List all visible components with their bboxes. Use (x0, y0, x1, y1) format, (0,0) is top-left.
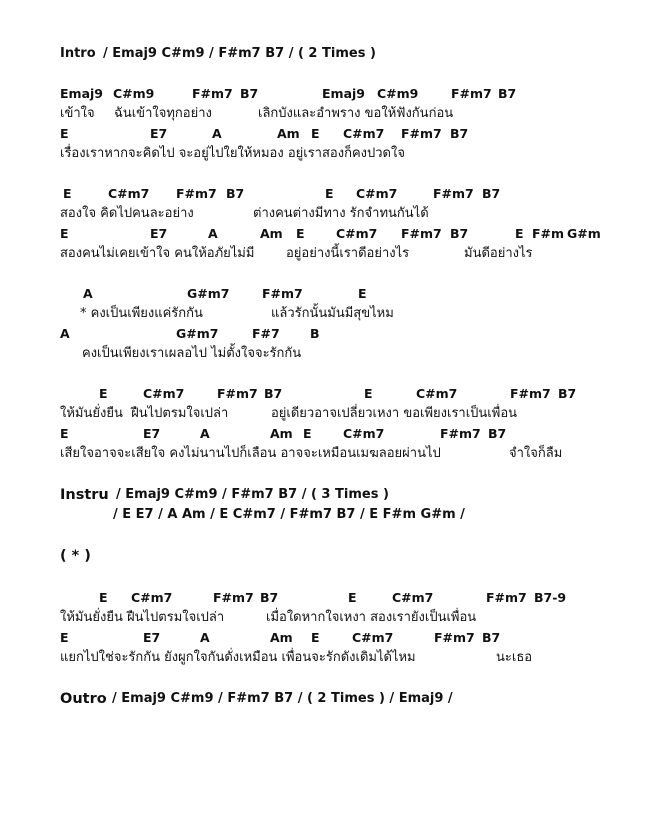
instru-line-2 (0, 505, 465, 525)
chord: B7 (482, 186, 501, 201)
chorus-chord-line-2 (0, 324, 320, 344)
lyric: อยู่อย่างนี้เราดีอย่างไร (286, 246, 410, 261)
intro-progression: / Emaj9 C#m9 / F#m7 B7 / ( 2 Times ) (103, 46, 376, 61)
instru-line-1 (0, 485, 389, 505)
lyric: นะเธอ (496, 650, 533, 665)
chord: B7 (226, 186, 245, 201)
verse2-lyric-line-2 (0, 244, 533, 264)
chord: F#m7 (433, 186, 474, 201)
lyric: จำใจก็ลืม (509, 446, 563, 461)
lyric: มันดีอย่างไร (464, 246, 533, 261)
chord: F#m7 (401, 226, 442, 241)
chord: B7 (488, 426, 507, 441)
chord: A (212, 126, 222, 141)
lyric: สองคนไม่เคยเข้าใจ คนให้อภัยไม่มี (60, 246, 255, 261)
verse2-lyric-line-1 (0, 204, 429, 224)
lyric: เข้าใจ (60, 106, 95, 121)
chord: B7 (450, 226, 469, 241)
chord: C#m7 (131, 590, 173, 605)
chord: B7-9 (534, 590, 567, 605)
chord: B (310, 326, 320, 341)
chord: E (63, 186, 72, 201)
chord: C#m9 (113, 86, 155, 101)
chord: B7 (260, 590, 279, 605)
lyric: ฉันเข้าใจทุกอย่าง (114, 106, 212, 121)
lyric: ให้มันยั่งยืน ฝืนไปตรมใจเปล่า (60, 406, 229, 421)
chord: B7 (498, 86, 517, 101)
chord: F#m7 (192, 86, 233, 101)
lyric: ต่างคนต่างมีทาง รักจำทนกันได้ (253, 206, 429, 221)
verse4-lyric-line-2 (0, 648, 533, 668)
chord: B7 (482, 630, 501, 645)
chord: B7 (240, 86, 259, 101)
chord: A (83, 286, 93, 301)
lyric: เมื่อใดหากใจเหงา สองเรายังเป็นเพื่อน (266, 610, 477, 625)
chord: E (60, 630, 69, 645)
chord: C#m7 (143, 386, 185, 401)
verse1-chord-line-1 (0, 84, 517, 104)
chord: C#m7 (108, 186, 150, 201)
chord: A (200, 630, 210, 645)
outro-progression: / Emaj9 C#m9 / F#m7 B7 / ( 2 Times ) / Emaj9 / (112, 691, 453, 706)
chord: E (515, 226, 524, 241)
chord: E7 (143, 630, 161, 645)
chord: C#m7 (343, 426, 385, 441)
chord: E (348, 590, 357, 605)
chord: C#m7 (416, 386, 458, 401)
chord: C#m7 (336, 226, 378, 241)
chord: Am (270, 630, 293, 645)
outro-line (0, 689, 453, 709)
chord: E (99, 386, 108, 401)
chord: B7 (558, 386, 577, 401)
chorus-lyric-line-1 (0, 304, 394, 324)
verse3-lyric-line-2 (0, 444, 563, 464)
chord: C#m7 (343, 126, 385, 141)
chord: G#m7 (187, 286, 230, 301)
chord: F#m7 (510, 386, 551, 401)
chord: E (60, 126, 69, 141)
verse3-lyric-line-1 (0, 404, 518, 424)
verse4-chord-line-2 (0, 628, 501, 648)
chord: C#m7 (356, 186, 398, 201)
repeat-chorus-mark: ( * ) (60, 548, 91, 564)
chord: F#m7 (434, 630, 475, 645)
lyric: สองใจ คิดไปคนละอย่าง (60, 206, 194, 221)
chord: G#m (567, 226, 601, 241)
lyric: คงเป็นเพียงเราเผลอไป ไม่ตั้งใจจะรักกัน (82, 346, 302, 361)
chord: A (200, 426, 210, 441)
lyric: แยกไปใช่จะรักกัน ยังผูกใจกันดั่งเหมือน เพื่อนจะรักดังเดิมได้ไหม (60, 650, 416, 665)
instru-progression-1: / Emaj9 C#m9 / F#m7 B7 / ( 3 Times ) (116, 487, 389, 502)
chord: F#7 (252, 326, 280, 341)
chord: C#m9 (377, 86, 419, 101)
instru-label: Instru (60, 487, 109, 503)
verse2-chord-line-2 (0, 224, 601, 244)
lyric: เสียใจอาจจะเสียใจ คงไม่นานไปก็เลือน อาจจะเหมือนเมฆลอยผ่านไป (60, 446, 441, 461)
verse1-lyric-line-1 (0, 104, 454, 124)
verse2-chord-line-1 (0, 184, 501, 204)
chord: F#m7 (440, 426, 481, 441)
chord: F#m7 (451, 86, 492, 101)
lyric: อยู่เดียวอาจเปลี่ยวเหงา ขอเพียงเราเป็นเพื่อน (271, 406, 518, 421)
chord: E (358, 286, 367, 301)
intro-line (0, 44, 376, 64)
chord: E (99, 590, 108, 605)
chord: C#m7 (392, 590, 434, 605)
lyric: แล้วรักนั้นมันมีสุขไหม (271, 306, 394, 321)
chord: E7 (150, 126, 168, 141)
chord: Emaj9 (322, 86, 365, 101)
chord: B7 (450, 126, 469, 141)
chord: F#m7 (176, 186, 217, 201)
lyric: เลิกบังและอำพราง ขอให้ฟังกันก่อน (258, 106, 454, 121)
chord: A (208, 226, 218, 241)
lyric: ให้มันยั่งยืน ฝืนไปตรมใจเปล่า (60, 610, 225, 625)
chord: E (364, 386, 373, 401)
chord: E (325, 186, 334, 201)
chord: G#m7 (176, 326, 219, 341)
chord: F#m (532, 226, 565, 241)
intro-label: Intro (60, 46, 96, 61)
verse3-chord-line-1 (0, 384, 577, 404)
lyric: * คงเป็นเพียงแค่รักกัน (80, 306, 203, 321)
lyric: เรื่องเราหากจะคิดไป จะอยู่ไปใยให้หมอง อยู่เราสองก็คงปวดใจ (60, 146, 405, 161)
chord: A (60, 326, 70, 341)
chorus-chord-line-1 (0, 284, 367, 304)
verse3-chord-line-2 (0, 424, 507, 444)
chord: E (296, 226, 305, 241)
chord: Am (277, 126, 300, 141)
chord: E (60, 226, 69, 241)
outro-label: Outro (60, 691, 107, 707)
verse1-chord-line-2 (0, 124, 469, 144)
chord: E (311, 630, 320, 645)
chord: F#m7 (262, 286, 303, 301)
chord: F#m7 (486, 590, 527, 605)
verse4-chord-line-1 (0, 588, 567, 608)
chord: E (311, 126, 320, 141)
chord: C#m7 (352, 630, 394, 645)
chorus-lyric-line-2 (0, 344, 302, 364)
chord: F#m7 (401, 126, 442, 141)
repeat-chorus-line (0, 546, 91, 566)
chord: E (60, 426, 69, 441)
verse4-lyric-line-1 (0, 608, 477, 628)
instru-progression-2: / E E7 / A Am / E C#m7 / F#m7 B7 / E F#m G#m / (113, 507, 465, 522)
chord: F#m7 (213, 590, 254, 605)
chord: E7 (143, 426, 161, 441)
chord: B7 (264, 386, 283, 401)
chord: Emaj9 (60, 86, 103, 101)
chord: Am (270, 426, 293, 441)
chord: E (303, 426, 312, 441)
chord: Am (260, 226, 283, 241)
chord: E7 (150, 226, 168, 241)
chord: F#m7 (217, 386, 258, 401)
verse1-lyric-line-2 (0, 144, 405, 164)
